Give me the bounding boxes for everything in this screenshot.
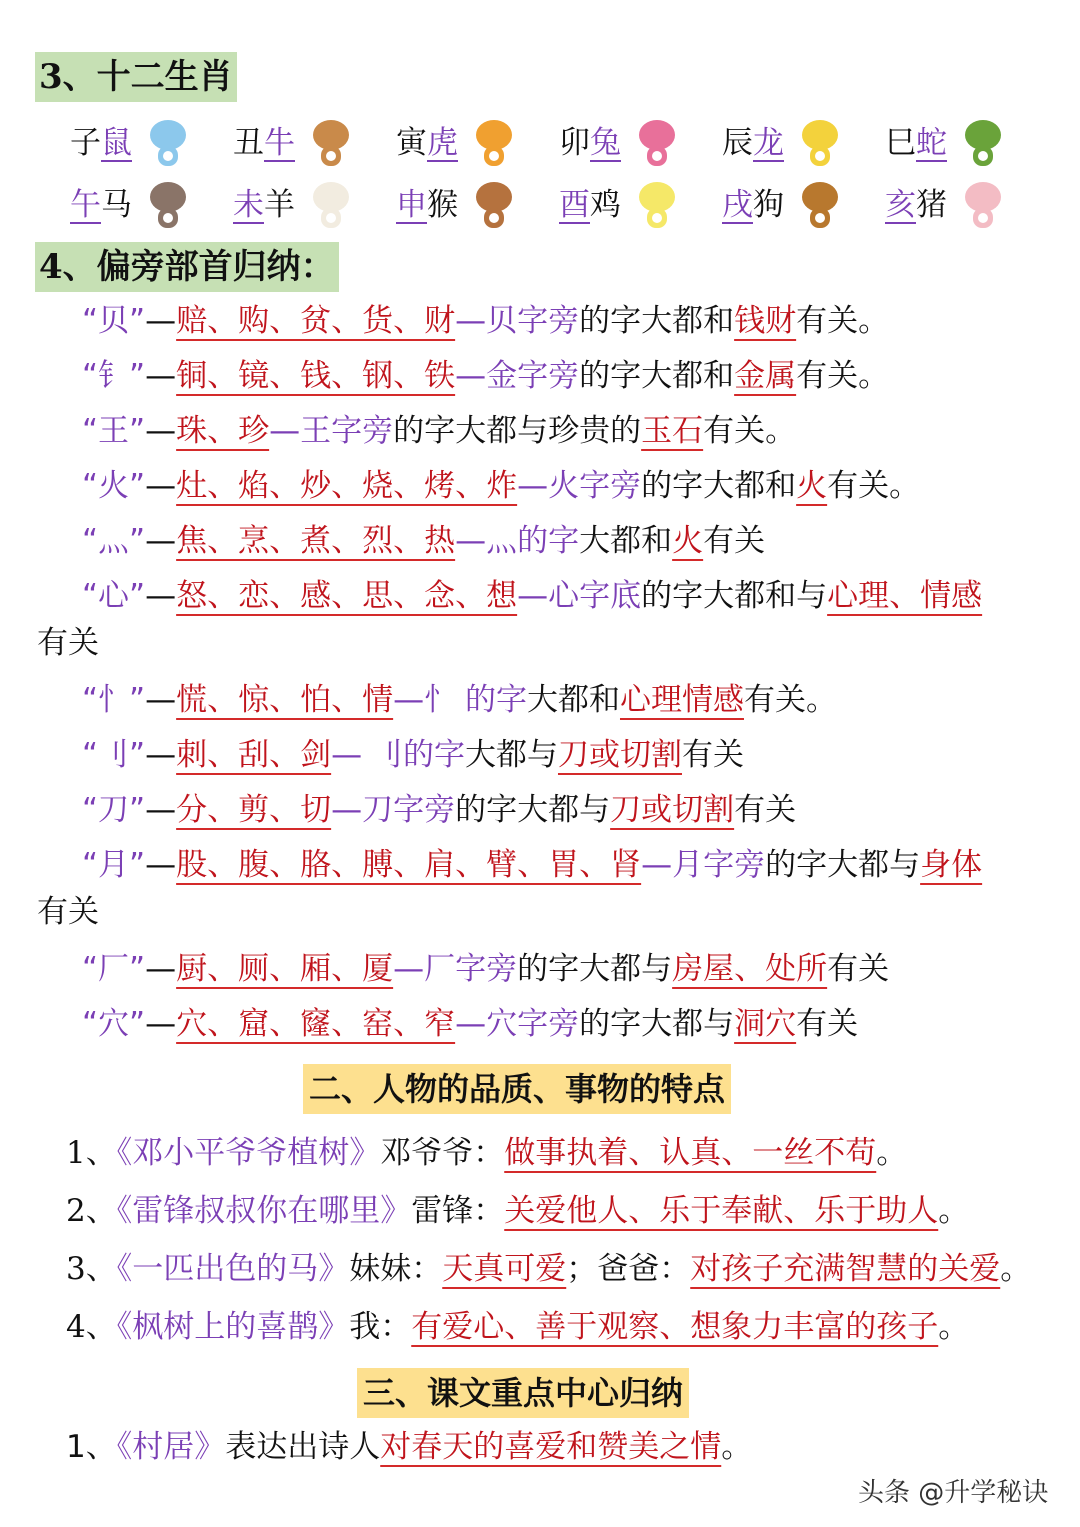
zodiac-item xyxy=(885,180,1005,230)
zodiac-animal: 狗 xyxy=(753,187,784,223)
icon-tag xyxy=(815,213,825,223)
zodiac-branch: 丑 xyxy=(233,125,264,161)
radical-line xyxy=(82,514,765,569)
zodiac-animal: 蛇 xyxy=(916,125,947,161)
mid-text: 的字大都与 xyxy=(765,847,921,883)
mid-text: 的字大都和与 xyxy=(641,578,828,614)
zodiac-branch: 酉 xyxy=(559,187,590,223)
radical-line xyxy=(82,673,837,728)
trait: 关爱他人、乐于奉献、乐于助人 xyxy=(504,1193,939,1229)
zodiac-item xyxy=(396,180,516,230)
zodiac-animal: 牛 xyxy=(264,125,295,161)
radical: “穴” xyxy=(82,1006,146,1042)
radical-name: 金字旁 xyxy=(486,358,580,394)
radical-line xyxy=(82,838,982,893)
dash: — xyxy=(145,523,177,559)
dash: — xyxy=(331,792,363,828)
dash: — xyxy=(517,578,549,614)
trait-item xyxy=(66,1242,1031,1297)
rabbit-icon xyxy=(635,118,679,168)
heading-central: 三、课文重点中心归纳 xyxy=(357,1368,689,1418)
icon-tag xyxy=(489,213,499,223)
dash: — xyxy=(641,847,673,883)
zodiac-animal: 马 xyxy=(101,187,132,223)
mid-text: 的字大都与 xyxy=(455,792,611,828)
tail-text: 有关。 xyxy=(703,413,797,449)
example-chars: 穴、窟、窿、窑、窄 xyxy=(176,1006,456,1042)
end-mark: 。 xyxy=(721,1429,753,1465)
ox-icon xyxy=(309,118,353,168)
example-chars: 慌、惊、怕、情 xyxy=(176,682,394,718)
item-number: 4、 xyxy=(66,1309,117,1345)
example-chars: 赔、购、贫、货、财 xyxy=(176,303,456,339)
monkey-icon xyxy=(472,180,516,230)
zodiac-item xyxy=(885,118,1005,168)
goat-icon xyxy=(309,180,353,230)
dash: — xyxy=(145,847,177,883)
lesson-title: 《雷锋叔叔你在哪里》 xyxy=(116,1193,412,1229)
meaning: 心理情感 xyxy=(619,682,744,718)
zodiac-item xyxy=(70,118,190,168)
tail-text: 有关 xyxy=(734,792,797,828)
example-chars: 股、腹、胳、膊、肩、臂、胃、肾 xyxy=(176,847,642,883)
item-number: 3、 xyxy=(66,1251,117,1287)
example-chars: 怒、恋、感、思、念、想 xyxy=(176,578,518,614)
example-chars: 厨、厕、厢、厦 xyxy=(176,951,394,987)
lesson-title: 《一匹出色的马》 xyxy=(116,1251,350,1287)
radical-name: 忄 的字 xyxy=(424,682,527,718)
meaning: 火 xyxy=(796,468,828,504)
central-item xyxy=(66,1420,752,1475)
meaning: 房屋、处所 xyxy=(672,951,828,987)
dash: — xyxy=(145,358,177,394)
zodiac-branch: 巳 xyxy=(885,125,916,161)
icon-tag xyxy=(489,151,499,161)
dash: — xyxy=(455,358,487,394)
example-chars: 灶、焰、炒、烧、烤、炸 xyxy=(176,468,518,504)
radical: “刀” xyxy=(82,792,146,828)
icon-tag xyxy=(163,213,173,223)
dash: — xyxy=(145,1006,177,1042)
radical: “王” xyxy=(82,413,146,449)
radical-line xyxy=(82,942,889,997)
zodiac-branch: 亥 xyxy=(885,187,916,223)
radical: “月” xyxy=(82,847,146,883)
zodiac-branch: 寅 xyxy=(396,125,427,161)
meaning: 金属 xyxy=(734,358,797,394)
mid-text: 大都和 xyxy=(526,682,620,718)
radical-name: 心字底 xyxy=(548,578,642,614)
radical-line xyxy=(82,569,982,624)
radical-name: 月字旁 xyxy=(672,847,766,883)
zodiac-animal: 鸡 xyxy=(590,187,621,223)
rat-icon xyxy=(146,118,190,168)
radical: “厂” xyxy=(82,951,146,987)
lesson-title: 《邓小平爷爷植树》 xyxy=(116,1135,381,1171)
tail-text: 有关。 xyxy=(743,682,837,718)
meaning: 洞穴 xyxy=(734,1006,797,1042)
trait: 做事执着、认真、一丝不苟 xyxy=(504,1135,877,1171)
dash: — xyxy=(145,468,177,504)
example-chars: 珠、珍 xyxy=(176,413,270,449)
mid-text: 的字大都与珍贵的 xyxy=(393,413,642,449)
icon-tag xyxy=(978,213,988,223)
zodiac-animal: 猴 xyxy=(427,187,458,223)
end-mark: 。 xyxy=(1000,1251,1032,1287)
radical: “贝” xyxy=(82,303,146,339)
zodiac-animal: 兔 xyxy=(590,125,621,161)
zodiac-animal: 鼠 xyxy=(101,125,132,161)
trait-item xyxy=(66,1300,969,1355)
mid-text: 的字大都与 xyxy=(517,951,673,987)
zodiac-branch: 申 xyxy=(396,187,427,223)
zodiac-branch: 子 xyxy=(70,125,101,161)
dash: — xyxy=(455,523,487,559)
icon-tag xyxy=(815,151,825,161)
dash: — xyxy=(393,951,425,987)
icon-tag xyxy=(652,151,662,161)
radical-name: 刂的字 xyxy=(371,737,465,773)
heading-radicals: 4、偏旁部首归纳： xyxy=(35,242,339,292)
meaning: 身体 xyxy=(920,847,983,883)
lesson-title: 《村居》 xyxy=(116,1429,226,1465)
radical-name: 王字旁 xyxy=(300,413,394,449)
lesson-title: 《枫树上的喜鹊》 xyxy=(116,1309,350,1345)
radical-name: 刀字旁 xyxy=(362,792,456,828)
snake-icon xyxy=(961,118,1005,168)
end-mark: 。 xyxy=(938,1309,970,1345)
person: 邓爷爷： xyxy=(380,1135,505,1171)
zodiac-branch: 未 xyxy=(233,187,264,223)
mid-text: 大都和 xyxy=(579,523,673,559)
zodiac-animal: 羊 xyxy=(264,187,295,223)
radical-name: 厂字旁 xyxy=(424,951,518,987)
radical: “心” xyxy=(82,578,146,614)
dash: — xyxy=(145,413,177,449)
mid-text: 的字大都和 xyxy=(641,468,797,504)
tail-text: 有关。 xyxy=(796,358,890,394)
mid-text: 大都与 xyxy=(464,737,558,773)
dash: — xyxy=(393,682,425,718)
example-chars: 分、剪、切 xyxy=(176,792,332,828)
icon-tag xyxy=(326,151,336,161)
mid-text: 的字大都与 xyxy=(579,1006,735,1042)
radical: “忄” xyxy=(82,682,146,718)
watermark: 头条 @升学秘诀 xyxy=(858,1478,1049,1508)
zodiac-item xyxy=(559,180,679,230)
meaning: 刀或切割 xyxy=(610,792,735,828)
tail-text: 有关。 xyxy=(796,303,890,339)
zodiac-item xyxy=(559,118,679,168)
end-mark: 。 xyxy=(876,1135,908,1171)
dragon-icon xyxy=(798,118,842,168)
theme: 对春天的喜爱和赞美之情 xyxy=(380,1429,722,1465)
mid-text: 表达出诗人 xyxy=(225,1429,381,1465)
tail-text: 有关 xyxy=(827,951,890,987)
tail-text: 有关 xyxy=(703,523,766,559)
mid-text: 的字大都和 xyxy=(579,358,735,394)
zodiac-branch: 卯 xyxy=(559,125,590,161)
person: 雷锋： xyxy=(411,1193,505,1229)
dash: — xyxy=(145,951,177,987)
dash: — xyxy=(455,303,487,339)
icon-tag xyxy=(326,213,336,223)
meaning: 刀或切割 xyxy=(557,737,682,773)
zodiac-item xyxy=(396,118,516,168)
wrap-text: 有关 xyxy=(37,625,99,661)
radical-name: 灬的字 xyxy=(486,523,580,559)
zodiac-branch: 戌 xyxy=(722,187,753,223)
tail-text: 有关。 xyxy=(827,468,921,504)
radical-line xyxy=(82,294,889,349)
dash: — xyxy=(269,413,301,449)
trait: 有爱心、善于观察、想象力丰富的孩子 xyxy=(411,1309,939,1345)
radical-name: 贝字旁 xyxy=(486,303,580,339)
zodiac-item xyxy=(722,118,842,168)
trait-item xyxy=(66,1126,907,1181)
item-number: 2、 xyxy=(66,1193,117,1229)
dash: — xyxy=(331,737,372,773)
horse-icon xyxy=(146,180,190,230)
mid-text: 的字大都和 xyxy=(579,303,735,339)
person: 我： xyxy=(349,1309,412,1345)
zodiac-animal: 猪 xyxy=(916,187,947,223)
radical: “钅” xyxy=(82,358,146,394)
tiger-icon xyxy=(472,118,516,168)
zodiac-animal: 龙 xyxy=(753,125,784,161)
example-chars: 焦、烹、煮、烈、热 xyxy=(176,523,456,559)
example-chars: 铜、镜、钱、钢、铁 xyxy=(176,358,456,394)
radical-name: 穴字旁 xyxy=(486,1006,580,1042)
meaning: 火 xyxy=(672,523,704,559)
dash: — xyxy=(145,737,177,773)
tail-text: 有关 xyxy=(681,737,744,773)
radical-line xyxy=(82,404,796,459)
radical-line xyxy=(82,783,796,838)
trait-2: 对孩子充满智慧的关爱 xyxy=(690,1251,1001,1287)
dash: — xyxy=(145,578,177,614)
rooster-icon xyxy=(635,180,679,230)
person: 妹妹： xyxy=(349,1251,443,1287)
zodiac-animal: 虎 xyxy=(427,125,458,161)
radical-line xyxy=(82,459,920,514)
dog-icon xyxy=(798,180,842,230)
trait-item xyxy=(66,1184,969,1239)
radical: “刂” xyxy=(82,737,146,773)
zodiac-branch: 午 xyxy=(70,187,101,223)
radical-line xyxy=(82,728,744,783)
end-mark: 。 xyxy=(938,1193,970,1229)
item-number: 1、 xyxy=(66,1429,117,1465)
icon-tag xyxy=(652,213,662,223)
icon-tag xyxy=(163,151,173,161)
dash: — xyxy=(145,682,177,718)
item-number: 1、 xyxy=(66,1135,117,1171)
dash: — xyxy=(145,303,177,339)
zodiac-item xyxy=(70,180,190,230)
radical: “火” xyxy=(82,468,146,504)
radical: “灬” xyxy=(82,523,146,559)
radical-name: 火字旁 xyxy=(548,468,642,504)
wrap-text: 有关 xyxy=(37,894,99,930)
zodiac-branch: 辰 xyxy=(722,125,753,161)
trait: 天真可爱 xyxy=(442,1251,567,1287)
radical-line xyxy=(82,997,858,1052)
radical-line xyxy=(82,349,889,404)
icon-tag xyxy=(978,151,988,161)
heading-traits: 二、人物的品质、事物的特点 xyxy=(303,1064,731,1114)
zodiac-item xyxy=(722,180,842,230)
meaning: 心理、情感 xyxy=(827,578,983,614)
zodiac-item xyxy=(233,118,353,168)
tail-text: 有关 xyxy=(796,1006,859,1042)
separator: ；爸爸： xyxy=(566,1251,691,1287)
example-chars: 刺、刮、剑 xyxy=(176,737,332,773)
meaning: 钱财 xyxy=(734,303,797,339)
dash: — xyxy=(517,468,549,504)
heading-zodiac: 3、十二生肖 xyxy=(35,52,237,102)
dash: — xyxy=(145,792,177,828)
zodiac-item xyxy=(233,180,353,230)
dash: — xyxy=(455,1006,487,1042)
pig-icon xyxy=(961,180,1005,230)
meaning: 玉石 xyxy=(641,413,704,449)
